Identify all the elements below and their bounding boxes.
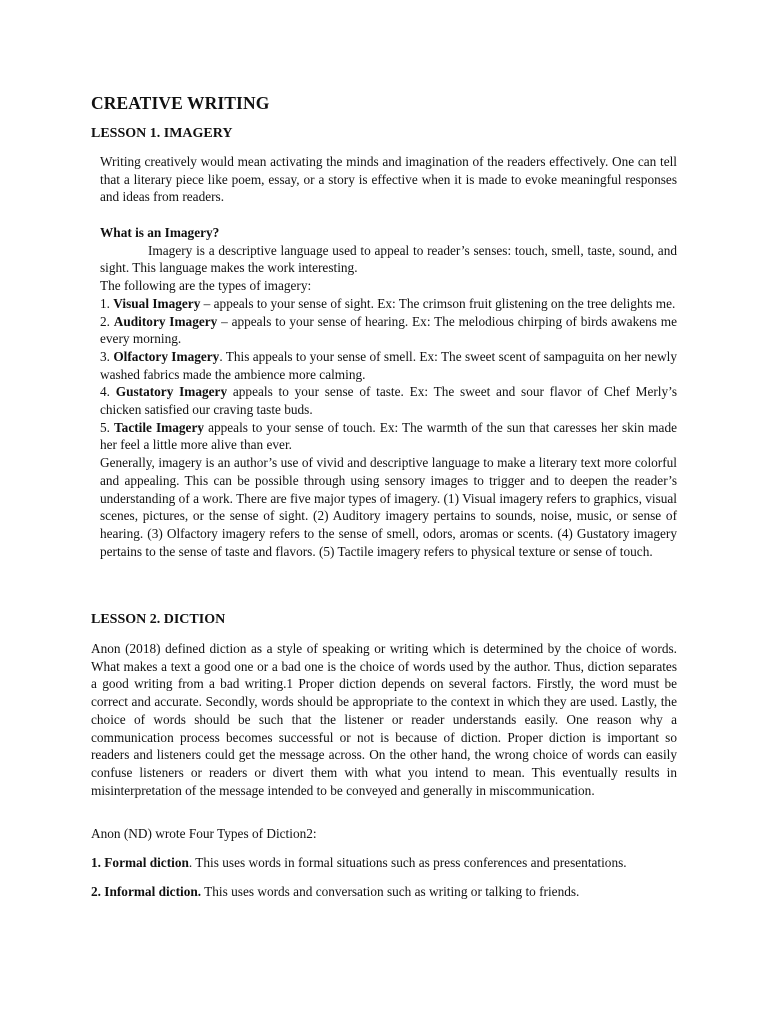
item-text: appeals to your sense of taste. Ex: The sweet and sour flavor of Chef Merly’s chicken satisfied our craving taste buds. [100,384,678,418]
item-name: Auditory Imagery [113,313,218,329]
diction-types-intro: Anon (ND) wrote Four Types of Diction2: [91,826,317,841]
diction-paragraph: Anon (2018) defined diction as a style of speaking or writing which is determined by the choice of words. What makes a text a good one or a bad one is the choice of words used by the author. Thus, diction separates a good writing from a bad writing.1 Proper diction depends on several factors. Firstly, the word must be correct and accurate. Secondly, words should be appropriate to the context in which they are used. Lastly, the choice of words should be such that the listener or reader understands easily. One reason why a communication process becomes successful or not is because of diction. Proper diction is important so readers and listeners could get the message across. On the other hand, the wrong choice of words can easily confuse listeners or readers or divert them with what you intend to mean. This eventually results in misinterpretation of the message intended to be conveyed and generally in miscommunication. [91,641,677,798]
item-text: . This uses words in formal situations such as press conferences and presentations. [188,855,627,870]
item-text: – appeals to your sense of sight. Ex: The crimson fruit glistening on the tree delights me. [200,295,676,311]
imagery-definition: Imagery is a descriptive language used to appeal to reader’s senses: touch, smell, taste, sound, and sight. This language makes the work interesting. [100,242,677,276]
item-number: 2. [100,313,114,329]
item-name: 1. Formal diction [91,855,189,870]
item-text: . This appeals to your sense of smell. Ex: The sweet scent of sampaguita on her newly washed fabrics made the ambience more calming. [100,348,678,382]
intro-paragraph: Writing creatively would mean activating the minds and imagination of the readers effectively. One can tell that a literary piece like poem, essay, or a story is effective when it is made to evoke meaningful responses and ideas from readers. [100,154,677,205]
item-number: 5. [100,419,115,435]
item-name: Gustatory Imagery [115,384,228,400]
item-text: – appeals to your sense of hearing. Ex: The melodious chirping of birds awakens me every morning. [100,313,677,347]
document-title: CREATIVE WRITING [91,93,270,113]
lesson-1-intro [100,153,677,206]
lesson-1-heading: LESSON 1. IMAGERY [91,126,233,141]
lesson-1-body [100,224,677,560]
imagery-types-intro: The following are the types of imagery: [100,278,312,294]
item-text: This uses words and conversation such as writing or talking to friends. [201,884,580,899]
imagery-type-item [100,383,677,418]
item-name: 2. Informal diction. [91,884,202,899]
imagery-type-item [100,313,677,348]
diction-type-item [91,855,627,871]
imagery-summary: Generally, imagery is an author’s use of vivid and descriptive language to make a literary text more colorful and appealing. This can be possible through using sensory images to trigger and to deepen the reader’s understanding of a work. There are five major types of imagery. (1) Visual imagery refers to graphics, visual scenes, pictures, or the sense of sight. (2) Auditory imagery pertains to sounds, noise, music, or sense of hearing. (3) Olfactory imagery refers to the sense of smell, odors, aromas or scents. (4) Gustatory imagery pertains to the sense of taste and flavors. (5) Tactile imagery refers to physical texture or sense of touch. [100,455,677,559]
item-name: Olfactory Imagery [113,348,220,364]
lesson-2-heading: LESSON 2. DICTION [91,612,226,627]
item-name: Visual Imagery [113,295,201,311]
diction-type-item [91,884,579,900]
imagery-question: What is an Imagery? [100,225,220,240]
item-number: 1. [100,295,114,311]
item-number: 3. [100,348,114,364]
item-text: appeals to your sense of touch. Ex: The warmth of the sun that caresses her skin made her feel a little more alive than ever. [100,419,678,453]
imagery-type-item [100,295,677,313]
imagery-type-item [100,419,677,454]
lesson-2-body [91,640,677,799]
item-name: Tactile Imagery [114,419,205,435]
imagery-type-item [100,348,677,383]
item-number: 4. [100,384,116,400]
